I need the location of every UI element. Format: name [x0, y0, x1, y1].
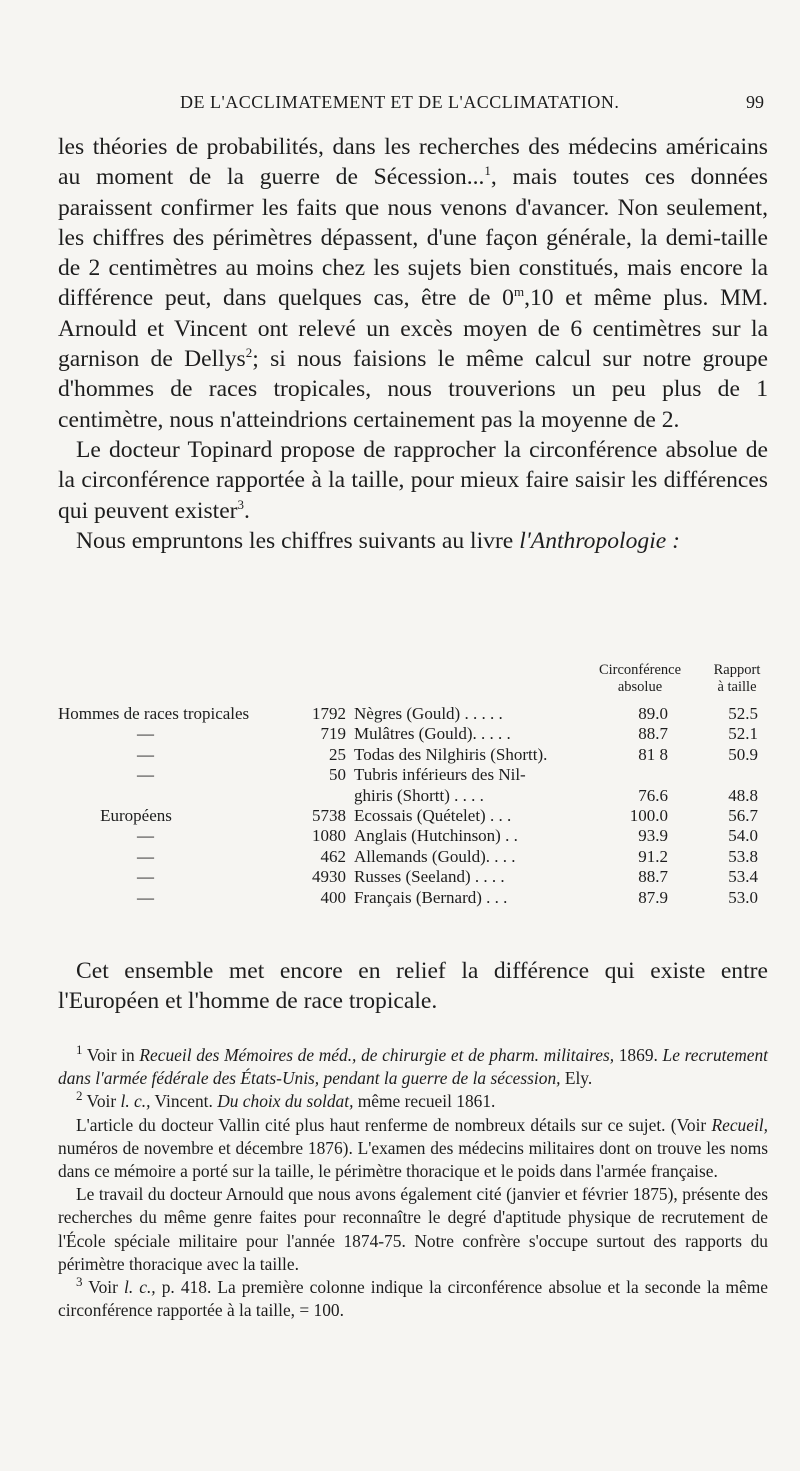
row-count: 719 [320, 724, 346, 744]
text-run: . [244, 497, 250, 524]
header-ratio [698, 662, 776, 696]
paragraph-topinard [58, 435, 768, 526]
measurements-table [58, 662, 768, 908]
header-absolute-line1: Circonférence [598, 662, 682, 678]
row-count: 1080 [312, 826, 346, 846]
footnote-marker: 1 [76, 1042, 83, 1058]
row-group: — [137, 887, 154, 907]
citation: Du choix du soldat, [217, 1091, 354, 1112]
row-population: Tubris inférieurs des Nil- [354, 765, 526, 785]
footnote-2-arnould: Le travail du docteur Arnould que nous avons également cité (janvier et février 1875), présente des recherches du même genre faites pour reconnaître le degré d'aptitude physique de recrutement de l'École spéciale militaire pour l'année 1874-75. Notre confrère s'occupe surtout des rapports du périmètre thoracique avec la taille. [58, 1184, 768, 1274]
header-absolute [580, 662, 700, 696]
row-count: 4930 [312, 867, 346, 887]
table-row [58, 888, 768, 908]
footnote-marker: 3 [76, 1274, 83, 1290]
text-run: 1869. [614, 1045, 663, 1065]
table-row [58, 724, 768, 744]
row-ratio: 53.4 [728, 867, 758, 887]
text-run: les théories de probabilités, dans les recherches des médecins américains au moment de la guerre de Sécession... [58, 134, 768, 191]
header-ratio-line2: à taille [717, 679, 757, 695]
row-population: ghiris (Shortt) . . . . [354, 785, 484, 805]
paragraph-probabilites [58, 132, 768, 435]
row-population: Russes (Seeland) . . . . [354, 867, 505, 887]
text-run: Vincent. [150, 1091, 218, 1112]
book-title: l'Anthropologie : [519, 527, 680, 554]
row-absolute: 87.9 [638, 887, 668, 907]
header-ratio-line1: Rapport [713, 662, 761, 678]
row-population: Ecossais (Quételet) . . . [354, 805, 512, 825]
text-run: ; si nous faisions le même calcul sur notre groupe d'hommes de races tropicales, nous trouverions un peu plus de 1 centimètre, nous n'atteindrions certainement pas la moyenne de 2. [58, 346, 768, 433]
citation: l. c., [120, 1091, 151, 1112]
text-run: Le docteur Topinard propose de rapprocher la circonférence absolue de la circonférence rapportée à la taille, pour mieux faire saisir les différences qui peuvent exister [58, 436, 768, 524]
table-row [58, 806, 768, 826]
text-run: Nous empruntons les chiffres suivants au livre [76, 527, 520, 554]
footnote-ref-3: 3 [237, 496, 245, 512]
row-population: Nègres (Gould) . . . . . [354, 704, 503, 723]
row-ratio: 53.0 [728, 887, 758, 907]
row-group: — [137, 867, 154, 887]
table-row [58, 704, 768, 724]
row-count: 5738 [312, 805, 346, 825]
text-run: Ely. [560, 1068, 593, 1089]
table-header [58, 662, 768, 704]
row-population: Allemands (Gould). . . . [354, 846, 516, 866]
running-title: DE L'ACCLIMATEMENT ET DE L'ACCLIMATATION. [180, 92, 620, 112]
row-ratio: 50.9 [728, 744, 758, 764]
text-run: même recueil 1861. [353, 1091, 496, 1112]
text-run: Voir [82, 1277, 124, 1298]
table-row [58, 847, 768, 867]
row-count: 400 [320, 887, 346, 907]
page-number: 99 [746, 92, 764, 112]
row-group: — [137, 744, 154, 764]
text-run: p. 418. La première colonne indique la circonférence absolue et la seconde la même circonférence rapportée à la taille, = 100. [58, 1277, 768, 1321]
table-row [58, 826, 768, 846]
citation: Recueil des Mémoires de méd., de chirurgie et de pharm. militaires, [139, 1045, 615, 1065]
row-group: — [137, 765, 154, 785]
table-row [58, 745, 768, 765]
row-ratio: 56.7 [728, 805, 758, 825]
row-group: — [137, 846, 154, 866]
table-body [58, 704, 768, 908]
row-ratio: 52.5 [728, 704, 758, 723]
footnote-marker: 2 [76, 1088, 83, 1104]
row-count: 1792 [312, 704, 346, 723]
row-absolute: 100.0 [629, 805, 668, 825]
row-ratio: 53.8 [728, 846, 758, 866]
footnote-1 [58, 1044, 768, 1090]
paragraph-anthropologie [58, 526, 768, 556]
row-group: Hommes de races tropicales [58, 704, 250, 723]
row-absolute: 93.9 [638, 826, 668, 846]
conclusion-text [58, 956, 768, 1017]
row-count: 50 [329, 765, 346, 785]
row-absolute: 91.2 [638, 846, 668, 866]
citation: l. c., [123, 1277, 156, 1298]
row-absolute: 76.6 [638, 785, 668, 805]
main-text [58, 132, 768, 556]
footnote-2-continued [58, 1114, 768, 1184]
table-row [58, 765, 768, 785]
unit-metre: m [513, 284, 525, 300]
row-absolute: 81 8 [638, 744, 668, 764]
text-run: Voir [82, 1091, 121, 1112]
text-run: numéros de novembre et décembre 1876). L'examen des médecins militaires dont on trouve les noms dans ce mémoire a porté sur la taille, le périmètre thoracique et le poids dans l'armée française. [58, 1137, 768, 1182]
table-row [58, 786, 768, 806]
footnote-ref-1: 1 [484, 163, 491, 179]
row-ratio: 52.1 [728, 724, 758, 744]
row-absolute: 88.7 [638, 867, 668, 887]
footnote-3 [58, 1276, 768, 1322]
row-group: Européens [100, 805, 172, 825]
text-run: ,10 et même plus. MM. Arnould et Vincent ont relevé un excès moyen de 6 centimètres sur la garnison de Dellys [58, 285, 768, 373]
text-run: L'article du docteur Vallin cité plus haut renferme de nombreux détails sur ce sujet. (Voir [76, 1114, 712, 1135]
row-count: 462 [320, 846, 346, 866]
footnotes [58, 1044, 768, 1322]
text-run: Voir in [82, 1045, 140, 1065]
text-run: , mais toutes ces données paraissent confirmer les faits que nous venons d'avancer. Non seulement, les chiffres des périmètres dépassent, d'une façon générale, la demi-taille de 2 centimètres au moins chez les sujets bien constitués, mais encore la différence peut, dans quelques cas, être de 0 [58, 164, 768, 312]
citation: Le recrutement dans l'armée fédérale des États-Unis, pendant la guerre de la sécession, [58, 1045, 768, 1089]
footnote-ref-2: 2 [245, 345, 253, 361]
row-population: Anglais (Hutchinson) . . [354, 826, 518, 846]
footnote-2 [58, 1090, 768, 1113]
row-population: Français (Bernard) . . . [354, 887, 508, 907]
row-population: Todas des Nilghiris (Shortt). [354, 744, 548, 764]
paragraph-conclusion: Cet ensemble met encore en relief la différence qui existe entre l'Européen et l'homme de race tropicale. [58, 958, 768, 1015]
row-group: — [137, 826, 154, 846]
table-row [58, 867, 768, 887]
header-absolute-line2: absolue [617, 679, 663, 695]
row-ratio: 54.0 [728, 826, 758, 846]
row-population: Mulâtres (Gould). . . . . [354, 724, 511, 744]
citation: Recueil, [711, 1114, 768, 1135]
row-absolute: 89.0 [638, 704, 668, 723]
row-ratio: 48.8 [728, 785, 758, 805]
row-group: — [137, 724, 154, 744]
row-absolute: 88.7 [638, 724, 668, 744]
row-count: 25 [329, 744, 346, 764]
